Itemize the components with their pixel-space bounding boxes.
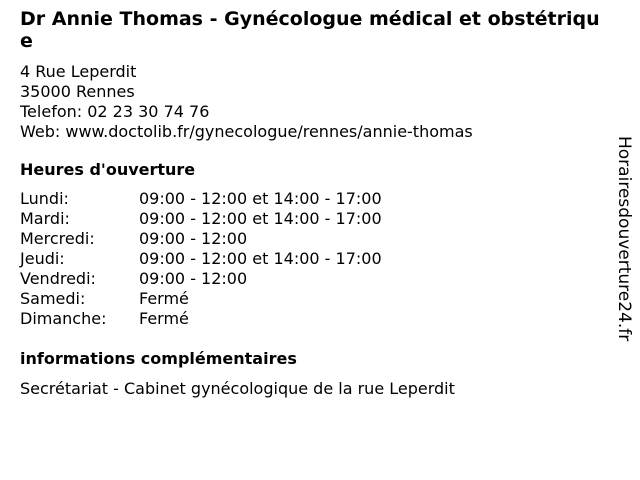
hours-row-dimanche bbox=[20, 309, 600, 329]
day-hours: 09:00 - 12:00 bbox=[139, 229, 248, 248]
extra-info-text: Secrétariat - Cabinet gynécologique de la rue Leperdit bbox=[20, 379, 455, 398]
listing-card bbox=[20, 8, 600, 399]
hours-row-samedi bbox=[20, 289, 600, 309]
hours-row-mardi bbox=[20, 209, 600, 229]
day-hours: 09:00 - 12:00 et 14:00 - 17:00 bbox=[139, 249, 382, 268]
day-label: Mardi: bbox=[20, 209, 70, 228]
phone-number: Telefon: 02 23 30 74 76 bbox=[20, 102, 210, 121]
street-address: 4 Rue Leperdit bbox=[20, 62, 137, 81]
hours-row-lundi bbox=[20, 189, 600, 209]
day-label: Lundi: bbox=[20, 189, 69, 208]
day-label: Vendredi: bbox=[20, 269, 96, 288]
hours-row-vendredi bbox=[20, 269, 600, 289]
hours-row-mercredi bbox=[20, 229, 600, 249]
hours-table bbox=[20, 189, 600, 329]
brand-watermark bbox=[612, 136, 636, 372]
hours-row-jeudi bbox=[20, 249, 600, 269]
day-label: Jeudi: bbox=[20, 249, 65, 268]
city-postal: 35000 Rennes bbox=[20, 82, 135, 101]
day-hours: Fermé bbox=[139, 309, 189, 328]
address-block bbox=[20, 62, 600, 142]
extra-info-heading: informations complémentaires bbox=[20, 349, 297, 368]
hours-heading: Heures d'ouverture bbox=[20, 160, 196, 179]
day-hours: 09:00 - 12:00 et 14:00 - 17:00 bbox=[139, 189, 382, 208]
day-hours: 09:00 - 12:00 et 14:00 - 17:00 bbox=[139, 209, 382, 228]
website-line: Web: www.doctolib.fr/gynecologue/rennes/annie-thomas bbox=[20, 122, 473, 141]
day-label: Mercredi: bbox=[20, 229, 95, 248]
day-label: Samedi: bbox=[20, 289, 86, 308]
day-label: Dimanche: bbox=[20, 309, 107, 328]
page-title: Dr Annie Thomas - Gynécologue médical et obstétrique bbox=[20, 8, 600, 52]
brand-label: Horairesdouverture24.fr bbox=[614, 136, 634, 342]
day-hours: Fermé bbox=[139, 289, 189, 308]
day-hours: 09:00 - 12:00 bbox=[139, 269, 248, 288]
